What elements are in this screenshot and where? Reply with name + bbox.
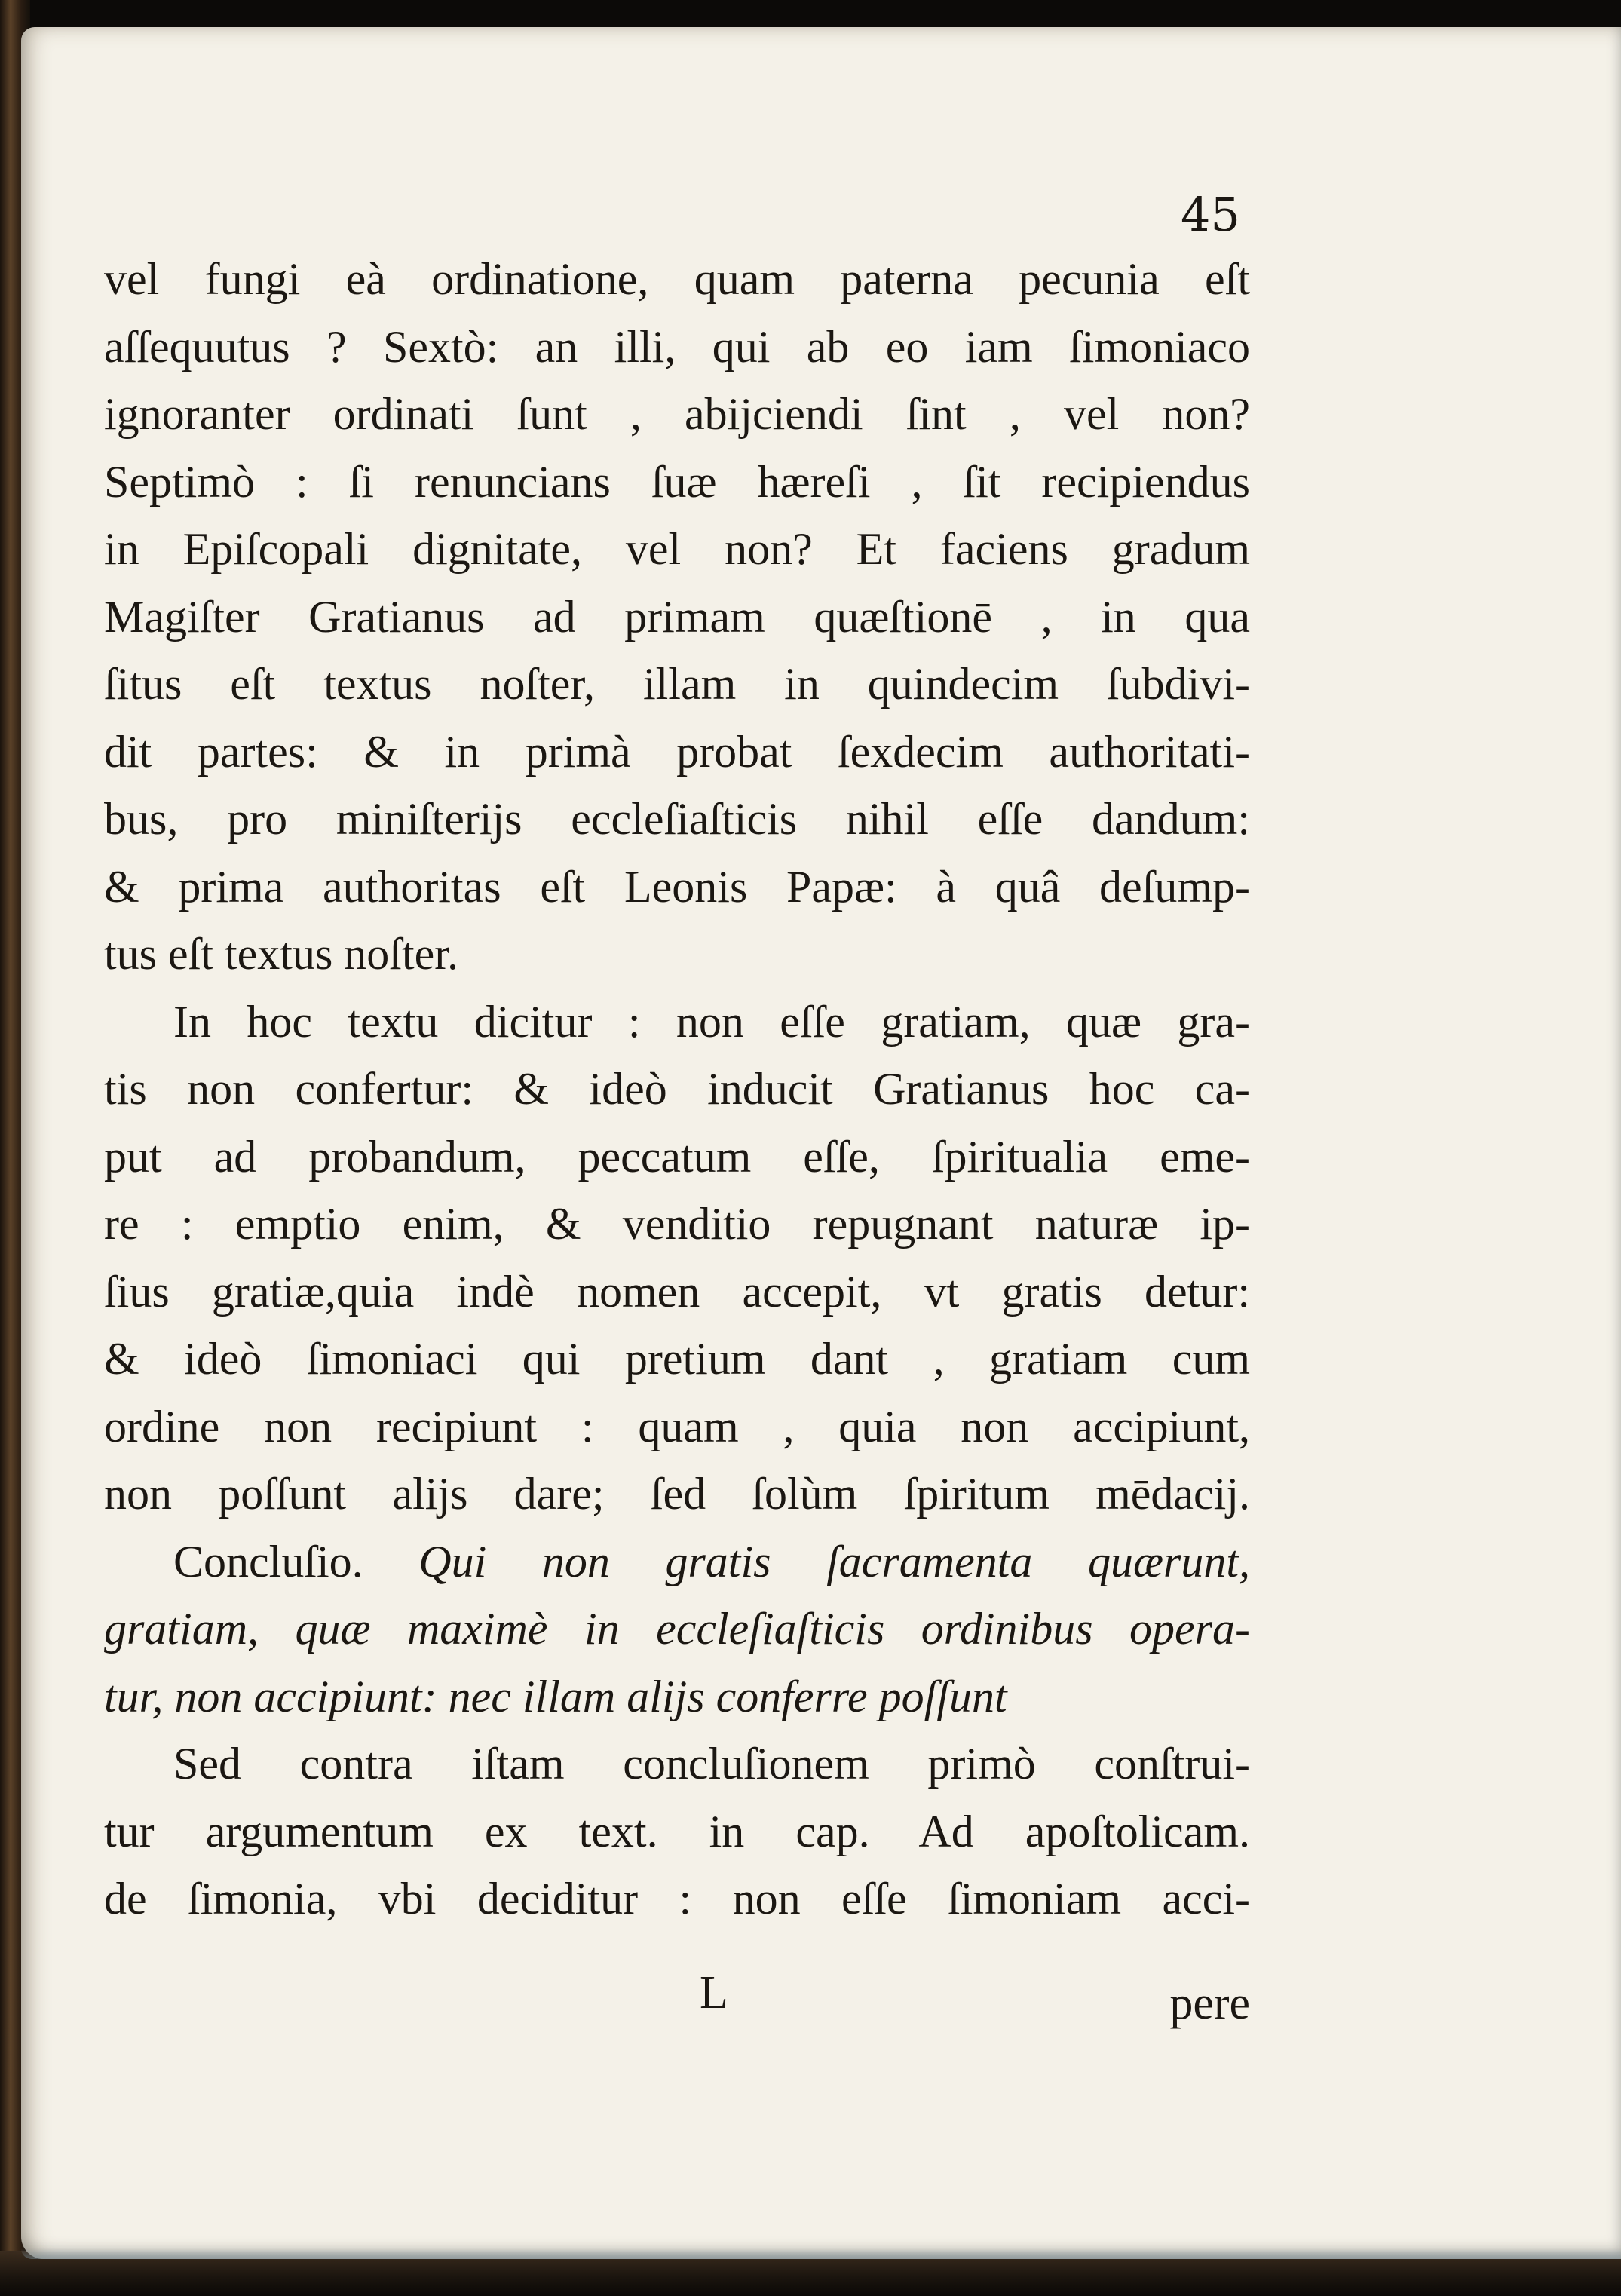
text-line: dit partes: & in primà probat ſexdecim authoritati- [104,726,1250,777]
text-line: ignoranter ordinati ſunt , abijciendi ſint , vel non? [104,389,1250,439]
paragraph-first-line: Sed contra iſtam concluſionem primò conſtrui- [173,1739,1250,1789]
text-line: vel fungi eà ordinatione, quam paterna pecunia eſt [104,254,1250,304]
catchword: pere [1169,1978,1250,2029]
text-line: & ideò ſimoniaci qui pretium dant , gratiam cum [104,1334,1250,1384]
text-line: ordine non recipiunt : quam , quia non accipiunt, [104,1401,1250,1451]
text-line: re : emptio enim, & venditio repugnant naturæ ip- [104,1199,1250,1249]
text-line: ſitus eſt textus noſter, illam in quindecim ſubdivi- [104,659,1250,709]
conclusion-first-line [104,1528,1250,1596]
signature-mark: L [700,1967,728,2019]
text-line: non poſſunt alijs dare; ſed ſolùm ſpiritum mēdacij. [104,1469,1250,1519]
conclusion-text: Qui non gratis ſacramenta quærunt, [418,1536,1250,1586]
conclusion-label: Concluſio. [173,1536,363,1586]
text-line: aſſequutus ? Sextò: an illi, qui ab eo iam ſimoniaco [104,321,1250,372]
body-text [104,246,1250,1933]
paragraph-end-line: tus eſt textus noſter. [104,929,458,979]
text-line: in Epiſcopali dignitate, vel non? Et faciens gradum [104,524,1250,574]
text-line: tur argumentum ex text. in cap. Ad apoſtolicam. [104,1806,1250,1856]
page-leaf [21,27,1621,2259]
paragraph-first-line: In hoc textu dicitur : non eſſe gratiam, quæ gra- [173,996,1250,1047]
text-line: tis non confertur: & ideò inducit Gratianus hoc ca- [104,1064,1250,1114]
text-line: ſius gratiæ,quia indè nomen accepit, vt gratis detur: [104,1266,1250,1317]
page-number: 45 [1181,187,1240,242]
text-line: Magiſter Gratianus ad primam quæſtionē , in qua [104,591,1250,642]
footer-line [104,1966,1250,2027]
conclusion-line: gratiam, quæ maximè in eccleſiaſticis ordinibus opera- [104,1604,1250,1654]
text-line: & prima authoritas eſt Leonis Papæ: à quâ deſump- [104,861,1250,912]
text-line: put ad probandum, peccatum eſſe, ſpiritualia eme- [104,1131,1250,1182]
conclusion-line: tur, non accipiunt: nec illam alijs conferre poſſunt [104,1671,1007,1721]
text-line: bus, pro miniſterijs eccleſiaſticis nihil eſſe dandum: [104,794,1250,844]
text-line: Septimò : ſi renuncians ſuæ hæreſi , ſit recipiendus [104,456,1250,507]
text-line: de ſimonia, vbi deciditur : non eſſe ſimoniam acci- [104,1874,1250,1924]
